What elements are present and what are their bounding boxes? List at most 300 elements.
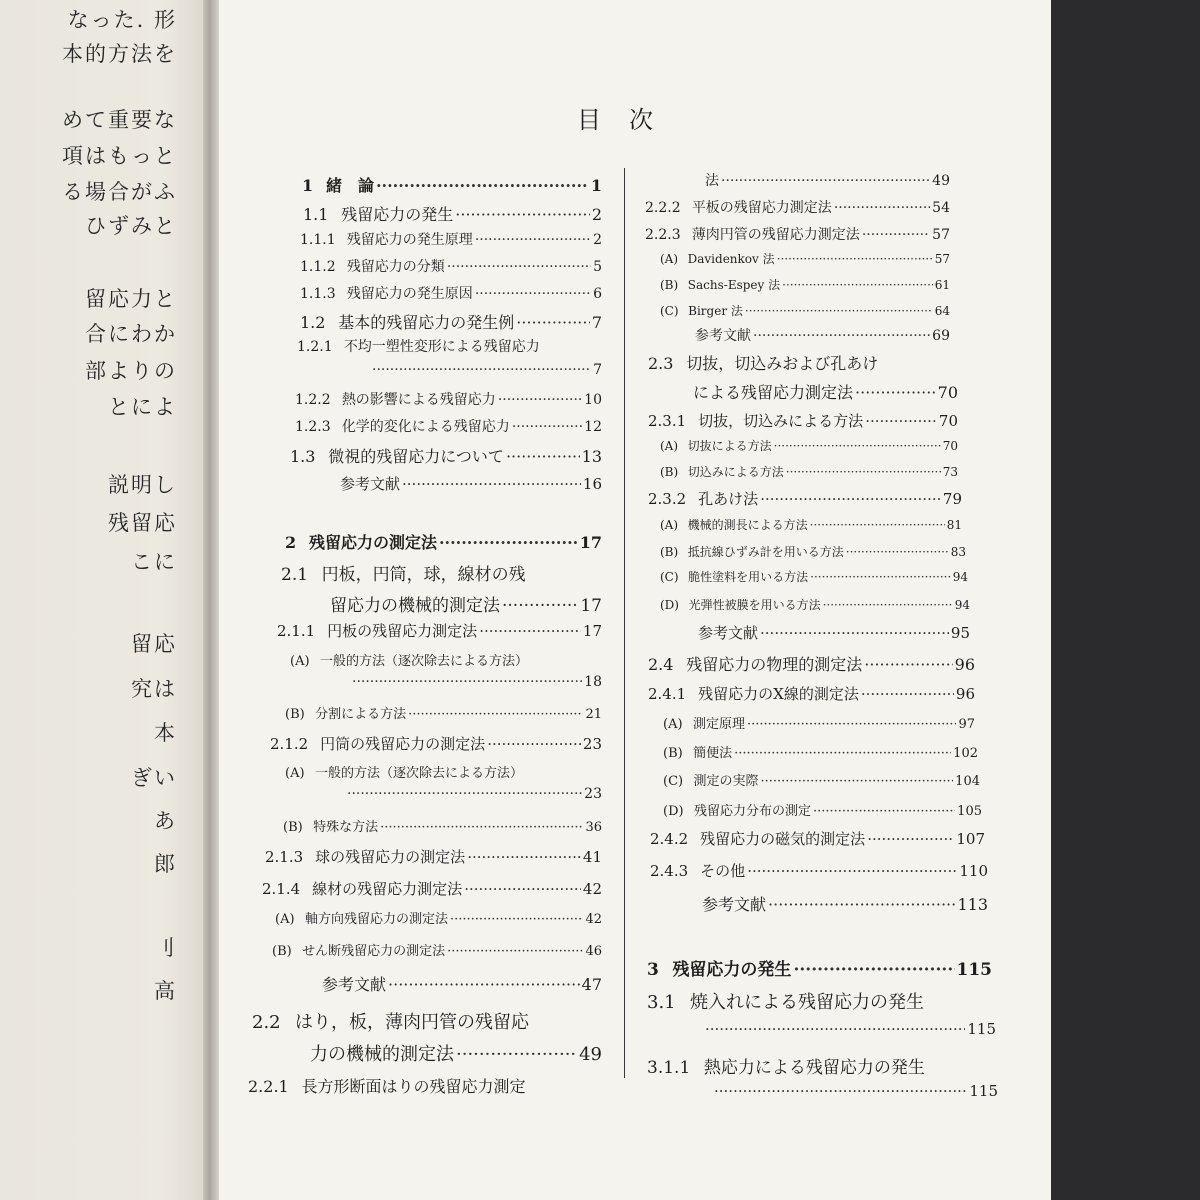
toc-entry [647, 988, 992, 1014]
section-number: (A) [660, 518, 679, 532]
section-title: 球の残留応力の測定法 [315, 848, 466, 866]
section-title: 熱の影響による残留応力 [341, 392, 496, 408]
section-number: 2.2 [252, 1012, 281, 1033]
toc-entry [265, 846, 602, 867]
leader-dots [498, 392, 582, 408]
leader-dots [439, 533, 578, 552]
toc-entry [702, 892, 988, 915]
section-title: 脆性塗料を用いる方法 [688, 570, 809, 584]
page-number: 49 [579, 1044, 602, 1065]
page-number: 115 [956, 960, 992, 980]
page-number: 42 [585, 912, 602, 927]
section-number: (B) [272, 944, 292, 959]
section-title: 残留応力の発生原理 [346, 232, 473, 248]
leader-dots [487, 735, 581, 753]
toc-entry [648, 683, 975, 704]
leader-dots [714, 1082, 967, 1100]
toc-entry [645, 197, 950, 217]
previous-page-line: こに [131, 550, 177, 574]
toc-entry-continuation [350, 674, 602, 690]
toc-entry [648, 652, 975, 675]
section-title: Davidenkov 法 [687, 252, 775, 266]
toc-entry [303, 202, 602, 225]
section-title: 平板の残留応力測定法 [691, 200, 832, 216]
toc-entry [300, 229, 602, 249]
section-number: 2.2.3 [645, 227, 681, 243]
page-number: 17 [582, 622, 602, 640]
page-number: 107 [956, 830, 985, 848]
previous-page-line: 究は [131, 677, 177, 701]
section-title: 緒 論 [325, 176, 374, 195]
section-number: 1.2.1 [297, 339, 333, 355]
leader-dots [747, 717, 957, 732]
section-number: (A) [285, 766, 305, 781]
toc-entry [648, 410, 958, 431]
toc-entry [660, 437, 958, 454]
leader-dots [347, 786, 582, 802]
section-title: 留応力の機械的測定法 [330, 596, 500, 616]
toc-entry [285, 703, 602, 722]
toc-entry [300, 256, 602, 276]
leader-dots [455, 205, 590, 224]
leader-dots [447, 259, 591, 275]
page-number: 6 [593, 286, 602, 302]
leader-dots [456, 1044, 577, 1065]
page-number: 5 [593, 259, 602, 275]
leader-dots [705, 1020, 965, 1038]
page-number: 113 [957, 895, 988, 914]
leader-dots [753, 328, 930, 344]
leader-dots [761, 774, 954, 789]
section-title: 機械的測長による方法 [687, 518, 808, 532]
page-number: 69 [932, 328, 950, 344]
toc-entry [647, 955, 992, 980]
leader-dots [813, 804, 955, 819]
page-number: 47 [581, 975, 602, 994]
toc-entry [648, 488, 962, 509]
page-number: 115 [967, 1020, 996, 1038]
leader-dots [774, 439, 941, 453]
previous-page-line: 本 [154, 721, 177, 745]
page-number: 57 [934, 252, 950, 266]
page-number: 12 [584, 419, 602, 435]
page-number: 49 [932, 173, 950, 189]
page-number: 70 [937, 383, 958, 402]
previous-page-line: 残留応 [108, 511, 177, 535]
section-title: 薄肉円管の残留応力測定法 [691, 227, 860, 243]
page-number: 46 [585, 944, 602, 959]
section-title: 円板，円筒，球，線材の残 [321, 565, 526, 585]
section-number: 2.1.3 [265, 848, 304, 866]
toc-entry-continuation [310, 1040, 602, 1066]
section-title: 光弾性被膜を用いる方法 [688, 598, 821, 612]
section-title: 残留応力分布の測定 [693, 804, 811, 819]
book-gutter [203, 0, 219, 1200]
toc-entry [297, 336, 602, 356]
toc-entry [660, 516, 962, 533]
section-number: (C) [660, 570, 679, 584]
section-title: 円筒の残留応力の測定法 [320, 735, 486, 753]
page-number: 81 [946, 518, 962, 532]
leader-dots [402, 475, 581, 493]
page-number: 96 [955, 685, 975, 703]
toc-entry-continuation [712, 1082, 998, 1100]
page-number: 7 [593, 362, 602, 378]
page-number: 17 [579, 533, 602, 552]
page-number: 42 [582, 880, 602, 898]
section-title: 残留応力の物理的測定法 [686, 655, 863, 674]
section-title: 切抜，切込みによる方法 [698, 412, 864, 430]
leader-dots [782, 278, 933, 292]
toc-entry [663, 742, 978, 761]
page-number: 2 [593, 232, 602, 248]
section-title: による残留応力測定法 [693, 383, 854, 402]
page-title: 目 次 [577, 106, 655, 134]
column-divider [624, 168, 625, 1078]
section-title: 化学的変化による残留応力 [341, 419, 510, 435]
leader-dots [760, 490, 941, 508]
section-number: (A) [290, 654, 310, 669]
leader-dots [464, 880, 581, 898]
toc-entry [295, 389, 602, 409]
leader-dots [372, 362, 591, 378]
section-number: 3 [647, 960, 659, 980]
page-number: 105 [957, 804, 982, 819]
leader-dots [512, 419, 582, 435]
leader-dots [862, 227, 930, 243]
section-title: 参考文献 [322, 975, 387, 994]
page-number: 54 [932, 200, 950, 216]
leader-dots [760, 624, 949, 642]
leader-dots [745, 304, 933, 318]
section-number: 1.1.2 [300, 259, 336, 275]
leader-dots [768, 895, 955, 914]
toc-entry [648, 351, 950, 374]
section-number: 2.1 [281, 565, 309, 585]
page-number: 95 [950, 624, 970, 642]
section-number: 2.4.2 [650, 830, 689, 848]
previous-page-line: 留応力と [85, 287, 177, 311]
toc-entry [322, 972, 602, 995]
toc-entry [660, 276, 950, 293]
toc-entry [663, 713, 975, 732]
section-title: 参考文献 [698, 624, 759, 642]
leader-dots [380, 820, 583, 835]
page-number: 97 [958, 717, 975, 732]
page-number: 7 [591, 313, 602, 332]
section-title: せん断残留応力の測定法 [302, 944, 446, 959]
section-number: (B) [660, 465, 679, 479]
leader-dots [408, 707, 583, 722]
section-number: 1.3 [290, 447, 316, 466]
section-title: 円板の残留応力測定法 [327, 622, 478, 640]
section-title: 切抜による方法 [687, 439, 772, 453]
page-number: 36 [585, 820, 602, 835]
leader-dots [846, 545, 949, 559]
toc-entry [290, 650, 602, 669]
section-number: (B) [283, 820, 303, 835]
toc-entry [248, 1074, 602, 1097]
toc-entry [660, 302, 950, 319]
page-number: 16 [582, 475, 602, 493]
page-number: 17 [580, 596, 602, 616]
section-title: 測定原理 [692, 717, 745, 732]
section-title: 基本的残留応力の発生例 [338, 313, 515, 332]
leader-dots [479, 622, 581, 640]
previous-page-line: めて重要な [62, 108, 177, 132]
toc-entry [660, 250, 950, 267]
page-number: 115 [969, 1082, 998, 1100]
section-number: (D) [660, 598, 679, 612]
page-number: 70 [942, 439, 958, 453]
page-number: 13 [581, 447, 602, 466]
section-number: (B) [660, 545, 679, 559]
section-title: 法 [705, 173, 719, 189]
section-number: 2.1.1 [277, 622, 316, 640]
section-number: (D) [663, 804, 684, 819]
page-number: 94 [952, 570, 968, 584]
section-number: 2.1.4 [262, 880, 301, 898]
previous-page-line: 本的方法を [62, 42, 177, 66]
section-number: (B) [285, 707, 305, 722]
leader-dots [823, 598, 953, 612]
section-title: Sachs-Espey 法 [687, 278, 781, 292]
previous-page-line: 説明し [108, 473, 177, 497]
toc-entry [252, 1008, 602, 1034]
leader-dots [867, 830, 954, 848]
previous-page-line: 部よりの [85, 359, 177, 383]
section-title: その他 [700, 862, 746, 880]
toc-entry [663, 800, 982, 819]
section-title: 参考文献 [340, 475, 401, 493]
toc-entry-continuation [330, 591, 602, 616]
page-number: 57 [932, 227, 950, 243]
previous-page-line: 合にわか [85, 322, 177, 346]
section-number: 1.1 [303, 205, 329, 224]
toc-entry [275, 908, 602, 927]
section-title: 切抜，切込みおよび孔あけ [686, 354, 879, 373]
leader-dots [810, 518, 945, 532]
background-edge [1051, 0, 1200, 1200]
section-number: 2.2.2 [645, 200, 681, 216]
section-number: 1.2 [300, 313, 326, 332]
previous-page-line: 刂 [154, 936, 177, 960]
previous-page-line: 高 [154, 979, 177, 1003]
page-number: 104 [955, 774, 980, 789]
toc-entry-continuation [370, 362, 602, 378]
leader-dots [506, 447, 580, 466]
section-title: 孔あけ法 [698, 490, 759, 508]
toc-entry-continuation [703, 1020, 996, 1038]
section-number: (B) [660, 278, 679, 292]
leader-dots [834, 200, 930, 216]
leader-dots [447, 944, 583, 959]
previous-page-line: ぎい [131, 766, 177, 790]
leader-dots [376, 176, 589, 195]
section-title: 特殊な方法 [313, 820, 379, 835]
page-number: 102 [953, 746, 978, 761]
section-number: 2 [285, 533, 297, 552]
page-number: 61 [934, 278, 950, 292]
leader-dots [777, 252, 933, 266]
toc-entry [270, 733, 602, 754]
section-title: 一般的方法（逐次除去による方法） [319, 654, 528, 669]
page-number: 70 [938, 412, 958, 430]
toc-entry-continuation [693, 380, 958, 403]
leader-dots [865, 412, 937, 430]
page-number: 10 [584, 392, 602, 408]
previous-page-line: なった. 形 [67, 8, 177, 32]
toc-entry [290, 444, 602, 467]
toc-entry [650, 828, 985, 849]
section-title: 残留応力の磁気的測定法 [700, 830, 866, 848]
page-number: 94 [954, 598, 970, 612]
section-title: 力の機械的測定法 [310, 1044, 454, 1065]
leader-dots [810, 570, 951, 584]
toc-entry [650, 860, 988, 881]
previous-page [0, 0, 205, 1200]
section-title: 残留応力の発生 [341, 205, 454, 224]
section-title: 残留応力のX線的測定法 [698, 685, 859, 703]
leader-dots [855, 383, 936, 402]
section-title: 長方形断面はりの残留応力測定 [301, 1077, 526, 1096]
toc-entry [295, 416, 602, 436]
section-title: 熱応力による残留応力の発生 [703, 1058, 925, 1078]
leader-dots [793, 960, 954, 980]
section-number: (B) [663, 746, 683, 761]
section-title: 不均一塑性変形による残留応力 [343, 339, 540, 355]
leader-dots [786, 465, 941, 479]
page-number: 110 [959, 862, 988, 880]
section-number: (A) [660, 439, 679, 453]
page-number: 73 [942, 465, 958, 479]
toc-entry [340, 473, 602, 494]
page-number: 1 [590, 176, 602, 195]
section-number: (C) [663, 774, 684, 789]
toc-entry [663, 770, 980, 789]
section-number: 2.2.1 [248, 1077, 289, 1096]
toc-entry [272, 940, 602, 959]
previous-page-line: る場合がふ [62, 180, 177, 204]
previous-page-line: あ [154, 809, 177, 833]
previous-page-line: 郎 [154, 852, 177, 876]
leader-dots [721, 173, 930, 189]
leader-dots [352, 674, 582, 690]
section-title: 微視的残留応力について [328, 447, 504, 466]
section-title: 分割による方法 [315, 707, 407, 722]
toc-entry [645, 224, 950, 244]
section-title: 抵抗線ひずみ計を用いる方法 [687, 545, 844, 559]
section-title: 測定の実際 [693, 774, 759, 789]
toc-entry [262, 878, 602, 899]
section-title: 焼入れによる残留応力の発生 [690, 992, 925, 1013]
toc-entry [283, 816, 602, 835]
leader-dots [475, 232, 591, 248]
section-number: 1.1.3 [300, 286, 336, 302]
section-title: 残留応力の分類 [346, 259, 445, 275]
section-number: 2.4 [648, 655, 674, 674]
page-number: 79 [942, 490, 962, 508]
section-title: 線材の残留応力測定法 [312, 880, 463, 898]
section-number: 1.2.2 [295, 392, 331, 408]
section-number: 2.3.2 [648, 490, 687, 508]
section-number: 2.4.3 [650, 862, 689, 880]
section-number: 1.2.3 [295, 419, 331, 435]
toc-entry-continuation [345, 786, 602, 802]
page-number: 64 [934, 304, 950, 318]
toc-entry [281, 560, 602, 585]
page-number: 83 [950, 545, 966, 559]
leader-dots [734, 746, 951, 761]
toc-entry [285, 530, 602, 553]
section-number: 3.1 [647, 992, 676, 1013]
section-title: 軸方向残留応力の測定法 [304, 912, 448, 927]
page-number: 96 [954, 655, 975, 674]
leader-dots [388, 975, 580, 994]
toc-entry [698, 622, 970, 643]
toc-entry [285, 762, 602, 781]
section-number: 2.4.1 [648, 685, 687, 703]
section-number: (C) [660, 304, 679, 318]
toc-entry [300, 310, 602, 333]
previous-page-line: 項はもっと [62, 144, 177, 168]
page-number: 2 [591, 205, 602, 224]
leader-dots [467, 848, 581, 866]
previous-page-line: とによ [108, 395, 177, 419]
section-title: 残留応力の発生 [672, 960, 792, 980]
section-number: 1.1.1 [300, 232, 336, 248]
toc-entry [695, 325, 950, 345]
toc-entry [277, 620, 602, 641]
section-title: 切込みによる方法 [687, 465, 784, 479]
page-number: 23 [582, 735, 602, 753]
toc-entry [660, 463, 958, 480]
toc-entry [302, 173, 602, 196]
section-title: 簡便法 [693, 746, 733, 761]
section-title: 参考文献 [695, 328, 751, 344]
previous-page-line: 留応 [131, 632, 177, 656]
page-number: 18 [584, 674, 602, 690]
leader-dots [450, 912, 584, 927]
toc-entry-continuation [705, 170, 950, 190]
toc-entry [300, 283, 602, 303]
previous-page-line: ひずみと [85, 214, 177, 238]
page-number: 23 [584, 786, 602, 802]
toc-entry [647, 1053, 996, 1078]
toc-entry [660, 596, 970, 613]
toc-entry [660, 543, 966, 560]
section-title: 一般的方法（逐次除去による方法） [314, 766, 523, 781]
leader-dots [516, 313, 590, 332]
leader-dots [861, 685, 954, 703]
leader-dots [502, 596, 578, 616]
section-title: はり，板，薄肉円管の残留応 [295, 1012, 530, 1033]
leader-dots [747, 862, 957, 880]
section-title: 参考文献 [702, 895, 767, 914]
leader-dots [864, 655, 952, 674]
section-number: 3.1.1 [647, 1058, 691, 1078]
section-number: 1 [302, 176, 314, 195]
section-title: Birger 法 [688, 304, 743, 318]
section-number: 2.3.1 [648, 412, 687, 430]
section-title: 残留応力の測定法 [308, 533, 437, 552]
section-title: 残留応力の発生原因 [346, 286, 473, 302]
page-number: 21 [585, 707, 602, 722]
leader-dots [475, 286, 591, 302]
section-number: 2.1.2 [270, 735, 309, 753]
toc-entry [660, 568, 968, 585]
page-number: 41 [582, 848, 602, 866]
